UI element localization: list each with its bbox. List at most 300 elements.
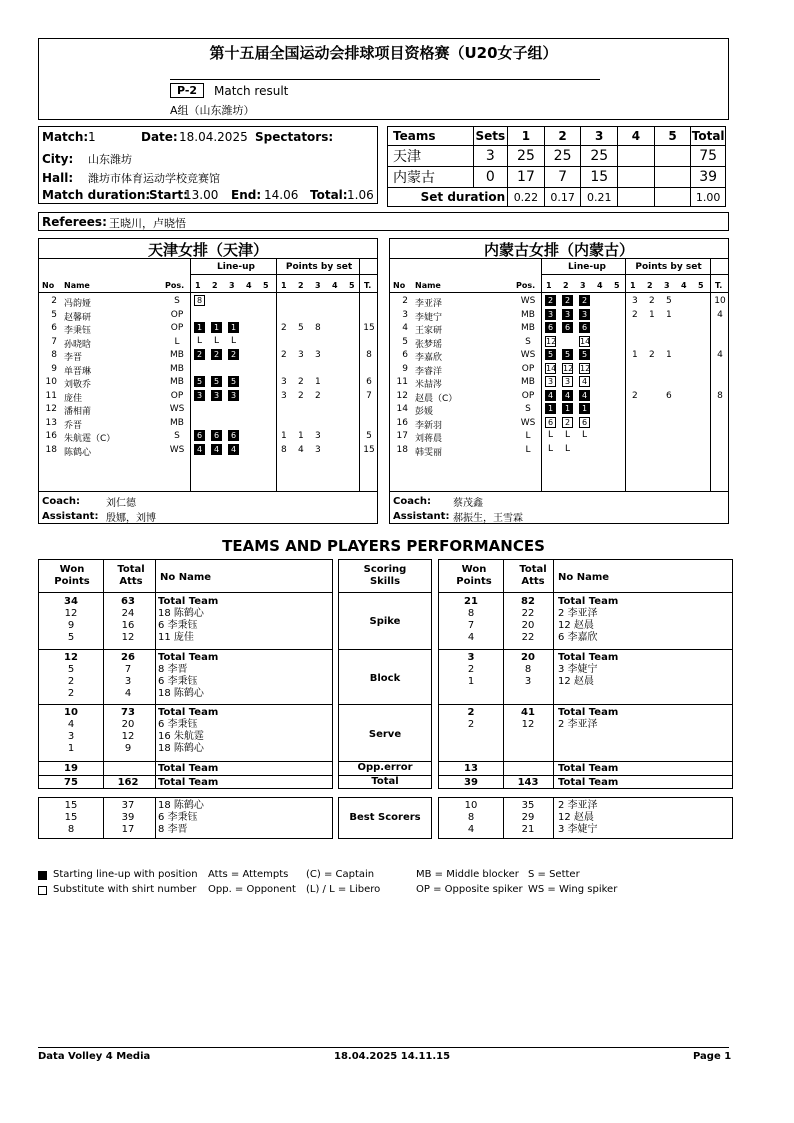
lineup-mark: 1 bbox=[545, 403, 556, 414]
footer-left: Data Volley 4 Media bbox=[38, 1051, 151, 1062]
player-number: 9 bbox=[51, 363, 57, 374]
perf-won: 75 bbox=[64, 777, 78, 788]
legend bbox=[38, 869, 738, 899]
best-player: 6 李秉钰 bbox=[158, 812, 198, 823]
score-team-name: 内蒙古 bbox=[388, 167, 474, 188]
total-label: Total bbox=[519, 564, 547, 575]
lineup-mark: L bbox=[564, 443, 570, 454]
perf-atts: 22 bbox=[521, 608, 535, 619]
perf-player: 18 陈鹤心 bbox=[158, 608, 204, 619]
lineup-mark: L bbox=[196, 335, 202, 346]
total-atts-header bbox=[105, 564, 157, 588]
best-scorers-label: Best Scorers bbox=[349, 812, 421, 823]
score-col-set3: 3 bbox=[581, 127, 618, 146]
player-position: MB bbox=[521, 309, 535, 320]
lineup-mark: 6 bbox=[545, 417, 556, 428]
lineup-mark: 4 bbox=[228, 444, 239, 455]
perf-atts: 22 bbox=[521, 632, 535, 643]
player-lineup bbox=[194, 390, 245, 401]
coach-name: 蔡茂鑫 bbox=[453, 498, 483, 509]
score-set4 bbox=[618, 146, 655, 167]
set-points: 5 bbox=[666, 296, 672, 306]
perf-player: Total Team bbox=[158, 596, 219, 607]
player-number: 11 bbox=[396, 377, 408, 387]
score-header-row bbox=[388, 127, 726, 146]
player-lineup bbox=[545, 363, 596, 374]
best-won: 8 bbox=[67, 824, 75, 835]
player-lineup bbox=[545, 376, 596, 387]
score-set5 bbox=[654, 167, 691, 188]
performances-title: TEAMS AND PLAYERS PERFORMANCES bbox=[222, 537, 545, 555]
set-points: 3 bbox=[298, 350, 304, 360]
lineup-mark: 3 bbox=[562, 376, 573, 387]
no-name-header: No Name bbox=[558, 572, 610, 583]
col-set-4: 4 bbox=[681, 281, 687, 290]
lineup-mark: 2 bbox=[579, 295, 590, 306]
player-row bbox=[39, 404, 377, 418]
total-label: Total bbox=[117, 564, 145, 575]
filled-square-icon bbox=[38, 871, 47, 880]
lineup-mark: 4 bbox=[579, 390, 590, 401]
divider bbox=[390, 292, 728, 293]
player-name: 刘蒋晨 bbox=[415, 434, 443, 444]
won-points-header bbox=[439, 564, 509, 588]
perf-player: 6 李秉钰 bbox=[158, 620, 198, 631]
divider bbox=[390, 491, 728, 492]
match-info-box bbox=[38, 126, 378, 204]
player-number: 10 bbox=[45, 377, 57, 387]
lineup-mark: 1 bbox=[211, 322, 222, 333]
lineup-mark: 14 bbox=[546, 363, 557, 373]
col-set-3: 3 bbox=[315, 281, 321, 290]
perf-won: 12 bbox=[64, 608, 78, 619]
perf-left-body bbox=[38, 592, 333, 789]
col-name: Name bbox=[415, 281, 441, 290]
perf-atts: 26 bbox=[121, 652, 135, 663]
player-lineup bbox=[545, 309, 596, 320]
col-lineup-sets bbox=[195, 281, 280, 290]
best-skills bbox=[338, 797, 432, 839]
won-label: Won bbox=[461, 564, 487, 575]
set-points: 1 bbox=[298, 431, 304, 441]
player-row bbox=[390, 310, 728, 324]
score-set4 bbox=[618, 167, 655, 188]
col-set-4: 4 bbox=[597, 281, 603, 290]
atts-label: Atts bbox=[119, 576, 143, 587]
perf-atts: 16 bbox=[121, 620, 135, 631]
col-set-1: 1 bbox=[281, 281, 287, 290]
start-label: Start: bbox=[149, 188, 188, 202]
player-lineup bbox=[194, 444, 245, 455]
player-number: 7 bbox=[51, 336, 57, 347]
referees-label: Referees: bbox=[42, 215, 107, 229]
set-duration-total: 1.00 bbox=[691, 188, 726, 207]
player-lineup bbox=[545, 430, 596, 440]
player-number: 9 bbox=[402, 363, 408, 374]
divider bbox=[439, 761, 732, 762]
score-team-name: 天津 bbox=[388, 146, 474, 167]
player-position: WS bbox=[520, 350, 536, 360]
col-set-3: 3 bbox=[664, 281, 670, 290]
legend-row bbox=[38, 869, 738, 884]
col-no: No bbox=[393, 281, 406, 290]
perf-player: 2 李亚泽 bbox=[558, 608, 598, 619]
player-number: 11 bbox=[45, 390, 57, 401]
skills-label: Skills bbox=[369, 576, 401, 587]
score-col-sets: Sets bbox=[473, 127, 508, 146]
score-col-set4: 4 bbox=[618, 127, 655, 146]
perf-atts: 20 bbox=[121, 719, 135, 730]
total-atts-header bbox=[509, 564, 557, 588]
perf-player: 6 李秉钰 bbox=[158, 676, 198, 687]
set-points: 3 bbox=[281, 390, 287, 401]
set-points: 4 bbox=[298, 444, 304, 455]
best-won: 8 bbox=[467, 812, 475, 823]
set-points: 1 bbox=[649, 309, 655, 320]
set-points: 3 bbox=[315, 350, 321, 360]
duration-label: Match duration: bbox=[42, 188, 151, 202]
divider bbox=[39, 649, 332, 650]
player-row bbox=[390, 445, 728, 459]
perf-player: Total Team bbox=[158, 652, 219, 663]
skill-serve: Serve bbox=[368, 729, 402, 740]
lineup-mark: 6 bbox=[545, 322, 556, 333]
player-position: OP bbox=[521, 390, 535, 401]
score-set5 bbox=[654, 146, 691, 167]
perf-player: 3 李婕宁 bbox=[558, 664, 598, 675]
set-points: 2 bbox=[281, 323, 287, 333]
lineup-header: Line-up bbox=[568, 262, 606, 272]
perf-player: 18 陈鹤心 bbox=[158, 688, 204, 699]
lineup-mark: 1 bbox=[228, 322, 239, 333]
perf-atts bbox=[503, 763, 553, 775]
roster-right bbox=[389, 238, 729, 524]
lineup-mark: 3 bbox=[545, 309, 556, 320]
set-points: 3 bbox=[632, 296, 638, 306]
set-points: 2 bbox=[298, 390, 304, 401]
player-number: 17 bbox=[396, 431, 408, 441]
legend-row bbox=[38, 884, 738, 899]
player-position: MB bbox=[521, 377, 535, 387]
perf-atts: 63 bbox=[121, 596, 135, 607]
score-total: 75 bbox=[691, 146, 726, 167]
col-set-1: 1 bbox=[630, 281, 636, 290]
player-position: OP bbox=[170, 309, 184, 320]
assistant-label: Assistant: bbox=[393, 511, 450, 522]
col-pos: Pos. bbox=[165, 281, 185, 290]
report-code: P-2 bbox=[170, 83, 204, 98]
set-points: 1 bbox=[315, 377, 321, 387]
set-points: 5 bbox=[298, 323, 304, 333]
perf-atts: 82 bbox=[521, 596, 535, 607]
lineup-mark: L bbox=[230, 335, 236, 346]
player-total: 15 bbox=[363, 444, 375, 455]
lineup-mark: L bbox=[213, 335, 219, 346]
set-points: 3 bbox=[281, 377, 287, 387]
col-set-2: 2 bbox=[563, 281, 569, 290]
col-set-1: 1 bbox=[546, 281, 552, 290]
team-right-name: 内蒙古女排（内蒙古） bbox=[483, 241, 634, 259]
player-row bbox=[390, 350, 728, 364]
coach-name: 刘仁德 bbox=[106, 498, 136, 509]
perf-player: Total Team bbox=[558, 652, 619, 663]
player-number: 8 bbox=[51, 350, 57, 360]
player-name: 孙晓晗 bbox=[64, 339, 92, 350]
legend-atts: Atts = Attempts bbox=[208, 869, 289, 880]
player-row bbox=[390, 418, 728, 432]
player-row bbox=[390, 431, 728, 445]
player-position: L bbox=[525, 431, 531, 441]
perf-player: 6 李嘉欣 bbox=[558, 632, 598, 643]
divider bbox=[439, 775, 732, 776]
player-row bbox=[390, 337, 728, 351]
player-total: 8 bbox=[366, 350, 372, 360]
perf-atts: 12 bbox=[521, 719, 535, 730]
legend-op: OP = Opposite spiker bbox=[416, 884, 523, 895]
best-atts: 39 bbox=[121, 812, 135, 823]
assistant-names: 郝振生，王雪霖 bbox=[453, 513, 523, 524]
player-number: 2 bbox=[51, 296, 57, 306]
perf-won: 8 bbox=[467, 608, 475, 619]
score-row-home bbox=[388, 146, 726, 167]
roster-rows bbox=[39, 296, 377, 466]
points-header: Points by set bbox=[635, 262, 702, 272]
score-set1: 25 bbox=[508, 146, 545, 167]
lineup-mark: 6 bbox=[228, 430, 239, 441]
score-total: 39 bbox=[691, 167, 726, 188]
perf-atts: 20 bbox=[521, 652, 535, 663]
perf-won: 5 bbox=[67, 664, 75, 675]
lineup-mark: 14 bbox=[580, 336, 591, 346]
lineup-mark: 3 bbox=[545, 376, 556, 387]
player-position: OP bbox=[170, 323, 184, 333]
header-box bbox=[38, 38, 729, 120]
referees-names: 王晓川，卢晓悟 bbox=[109, 217, 186, 230]
perf-won: 2 bbox=[467, 664, 475, 675]
match-label: Match: bbox=[42, 130, 89, 144]
best-won: 4 bbox=[467, 824, 475, 835]
player-row bbox=[39, 431, 377, 445]
divider bbox=[439, 704, 732, 705]
player-number: 3 bbox=[402, 309, 408, 320]
player-name: 韩雯丽 bbox=[415, 447, 443, 458]
legend-s: S = Setter bbox=[528, 869, 580, 880]
lineup-mark: 12 bbox=[563, 363, 574, 373]
perf-skills-header bbox=[338, 559, 432, 593]
divider bbox=[542, 274, 728, 275]
footer-right: Page 1 bbox=[693, 1051, 732, 1062]
player-position: WS bbox=[169, 444, 185, 455]
assistant-names: 殷娜，刘博 bbox=[106, 513, 156, 524]
best-atts: 17 bbox=[121, 824, 135, 835]
player-number: 13 bbox=[45, 417, 57, 428]
player-number: 12 bbox=[45, 404, 57, 414]
perf-player: 16 朱航霆 bbox=[158, 731, 204, 742]
skill-total: Total bbox=[371, 776, 399, 787]
legend-libero: (L) / L = Libero bbox=[306, 884, 381, 895]
set-points: 6 bbox=[666, 390, 672, 401]
player-position: S bbox=[174, 431, 180, 441]
score-col-set1: 1 bbox=[508, 127, 545, 146]
lineup-mark: 4 bbox=[194, 444, 205, 455]
player-total: 8 bbox=[717, 390, 723, 401]
perf-won: 19 bbox=[64, 763, 78, 774]
divider bbox=[39, 292, 377, 293]
score-col-set5: 5 bbox=[654, 127, 691, 146]
divider bbox=[390, 258, 728, 259]
player-lineup bbox=[545, 390, 596, 401]
match-number: 1 bbox=[88, 130, 96, 144]
player-number: 16 bbox=[396, 417, 408, 428]
player-name: 李嘉欣 bbox=[415, 353, 443, 363]
lineup-mark: 3 bbox=[211, 390, 222, 401]
divider bbox=[503, 560, 504, 592]
legend-opp: Opp. = Opponent bbox=[208, 884, 296, 895]
perf-atts: 41 bbox=[521, 707, 535, 718]
perf-player: 2 李亚泽 bbox=[558, 719, 598, 730]
player-name: 彭媛 bbox=[415, 407, 434, 417]
lineup-mark: L bbox=[547, 443, 553, 454]
perf-skills-body bbox=[338, 592, 432, 789]
best-atts: 21 bbox=[521, 824, 535, 835]
perf-player: Total Team bbox=[558, 596, 619, 607]
player-position: S bbox=[174, 296, 180, 306]
lineup-mark: 4 bbox=[211, 444, 222, 455]
set-points: 1 bbox=[666, 309, 672, 320]
perf-won: 4 bbox=[67, 719, 75, 730]
score-table bbox=[387, 126, 726, 207]
hall-label: Hall: bbox=[42, 171, 74, 185]
col-set-2: 2 bbox=[647, 281, 653, 290]
col-set-4: 4 bbox=[246, 281, 252, 290]
perf-atts: 73 bbox=[121, 707, 135, 718]
player-position: WS bbox=[520, 417, 536, 428]
best-player: 3 李婕宁 bbox=[558, 824, 598, 835]
best-right bbox=[438, 797, 733, 839]
player-name: 李睿洋 bbox=[415, 366, 443, 377]
perf-right-header bbox=[438, 559, 733, 593]
player-lineup bbox=[194, 349, 245, 360]
perf-won: 2 bbox=[67, 676, 75, 687]
total-label: Total: bbox=[310, 188, 348, 202]
set-points: 2 bbox=[649, 296, 655, 306]
divider bbox=[39, 775, 332, 776]
player-row bbox=[390, 391, 728, 405]
player-name: 王家研 bbox=[415, 326, 443, 336]
player-number: 5 bbox=[51, 309, 57, 320]
lineup-mark: 5 bbox=[194, 376, 205, 387]
set-duration-5 bbox=[654, 188, 691, 207]
player-lineup bbox=[194, 430, 245, 441]
divider bbox=[553, 798, 554, 838]
player-number: 14 bbox=[396, 404, 408, 414]
player-number: 16 bbox=[45, 431, 57, 441]
col-set-3: 3 bbox=[229, 281, 235, 290]
legend-ws: WS = Wing spiker bbox=[528, 884, 618, 895]
score-set3: 15 bbox=[581, 167, 618, 188]
date-label: Date: bbox=[141, 130, 178, 144]
set-duration-1: 0.22 bbox=[508, 188, 545, 207]
page-title: 第十五届全国运动会排球项目资格赛（U20女子组） bbox=[209, 44, 558, 62]
player-row bbox=[39, 296, 377, 310]
perf-player: 11 庞佳 bbox=[158, 632, 194, 643]
set-points: 1 bbox=[281, 431, 287, 441]
score-col-total: Total bbox=[691, 127, 726, 146]
divider bbox=[155, 593, 156, 788]
set-points: 2 bbox=[632, 390, 638, 401]
best-left bbox=[38, 797, 333, 839]
lineup-mark: 12 bbox=[546, 336, 557, 346]
best-atts: 35 bbox=[521, 800, 535, 811]
set-points: 2 bbox=[298, 377, 304, 387]
player-row bbox=[39, 310, 377, 324]
player-total: 6 bbox=[366, 377, 372, 387]
lineup-mark: 2 bbox=[228, 349, 239, 360]
player-position: S bbox=[525, 404, 531, 414]
player-lineup bbox=[545, 322, 596, 333]
lineup-mark: 5 bbox=[545, 349, 556, 360]
player-lineup bbox=[545, 403, 596, 414]
skill-block: Block bbox=[369, 673, 401, 684]
skill-opp-error: Opp.error bbox=[357, 762, 413, 773]
player-name: 张梦瑶 bbox=[415, 339, 443, 350]
set-duration-label: Set duration bbox=[388, 188, 508, 207]
player-total: 4 bbox=[717, 350, 723, 360]
score-set3: 25 bbox=[581, 146, 618, 167]
player-row bbox=[39, 445, 377, 459]
player-lineup bbox=[545, 417, 596, 428]
lineup-mark: 3 bbox=[228, 390, 239, 401]
group-label: A组（山东潍坊） bbox=[170, 104, 255, 117]
set-duration-3: 0.21 bbox=[581, 188, 618, 207]
player-number: 2 bbox=[402, 296, 408, 306]
lineup-mark: 1 bbox=[579, 403, 590, 414]
set-duration-row bbox=[388, 188, 726, 207]
perf-won: 13 bbox=[464, 763, 478, 774]
player-position: S bbox=[525, 336, 531, 347]
divider bbox=[553, 560, 554, 592]
lineup-mark: 1 bbox=[562, 403, 573, 414]
perf-won: 9 bbox=[67, 620, 75, 631]
set-points: 8 bbox=[315, 323, 321, 333]
perf-atts: 20 bbox=[521, 620, 535, 631]
col-set-3: 3 bbox=[580, 281, 586, 290]
perf-won: 4 bbox=[467, 632, 475, 643]
divider bbox=[155, 560, 156, 592]
player-row bbox=[39, 418, 377, 432]
player-lineup bbox=[545, 336, 596, 347]
divider bbox=[39, 704, 332, 705]
end-value: 14.06 bbox=[264, 188, 299, 202]
player-number: 6 bbox=[402, 350, 408, 360]
player-position: L bbox=[174, 336, 180, 347]
set-points: 2 bbox=[315, 390, 321, 401]
referees-box bbox=[38, 212, 729, 231]
player-number: 18 bbox=[45, 444, 57, 455]
score-set1: 17 bbox=[508, 167, 545, 188]
col-set-1: 1 bbox=[195, 281, 201, 290]
no-name-header: No Name bbox=[160, 572, 212, 583]
col-no: No bbox=[42, 281, 55, 290]
player-lineup bbox=[194, 376, 245, 387]
perf-won: 21 bbox=[464, 596, 478, 607]
col-name: Name bbox=[64, 281, 90, 290]
perf-atts: 12 bbox=[121, 632, 135, 643]
player-total: 15 bbox=[363, 323, 375, 333]
player-row bbox=[39, 364, 377, 378]
player-name: 潘相莆 bbox=[64, 407, 92, 417]
player-name: 赵馨研 bbox=[64, 312, 92, 323]
